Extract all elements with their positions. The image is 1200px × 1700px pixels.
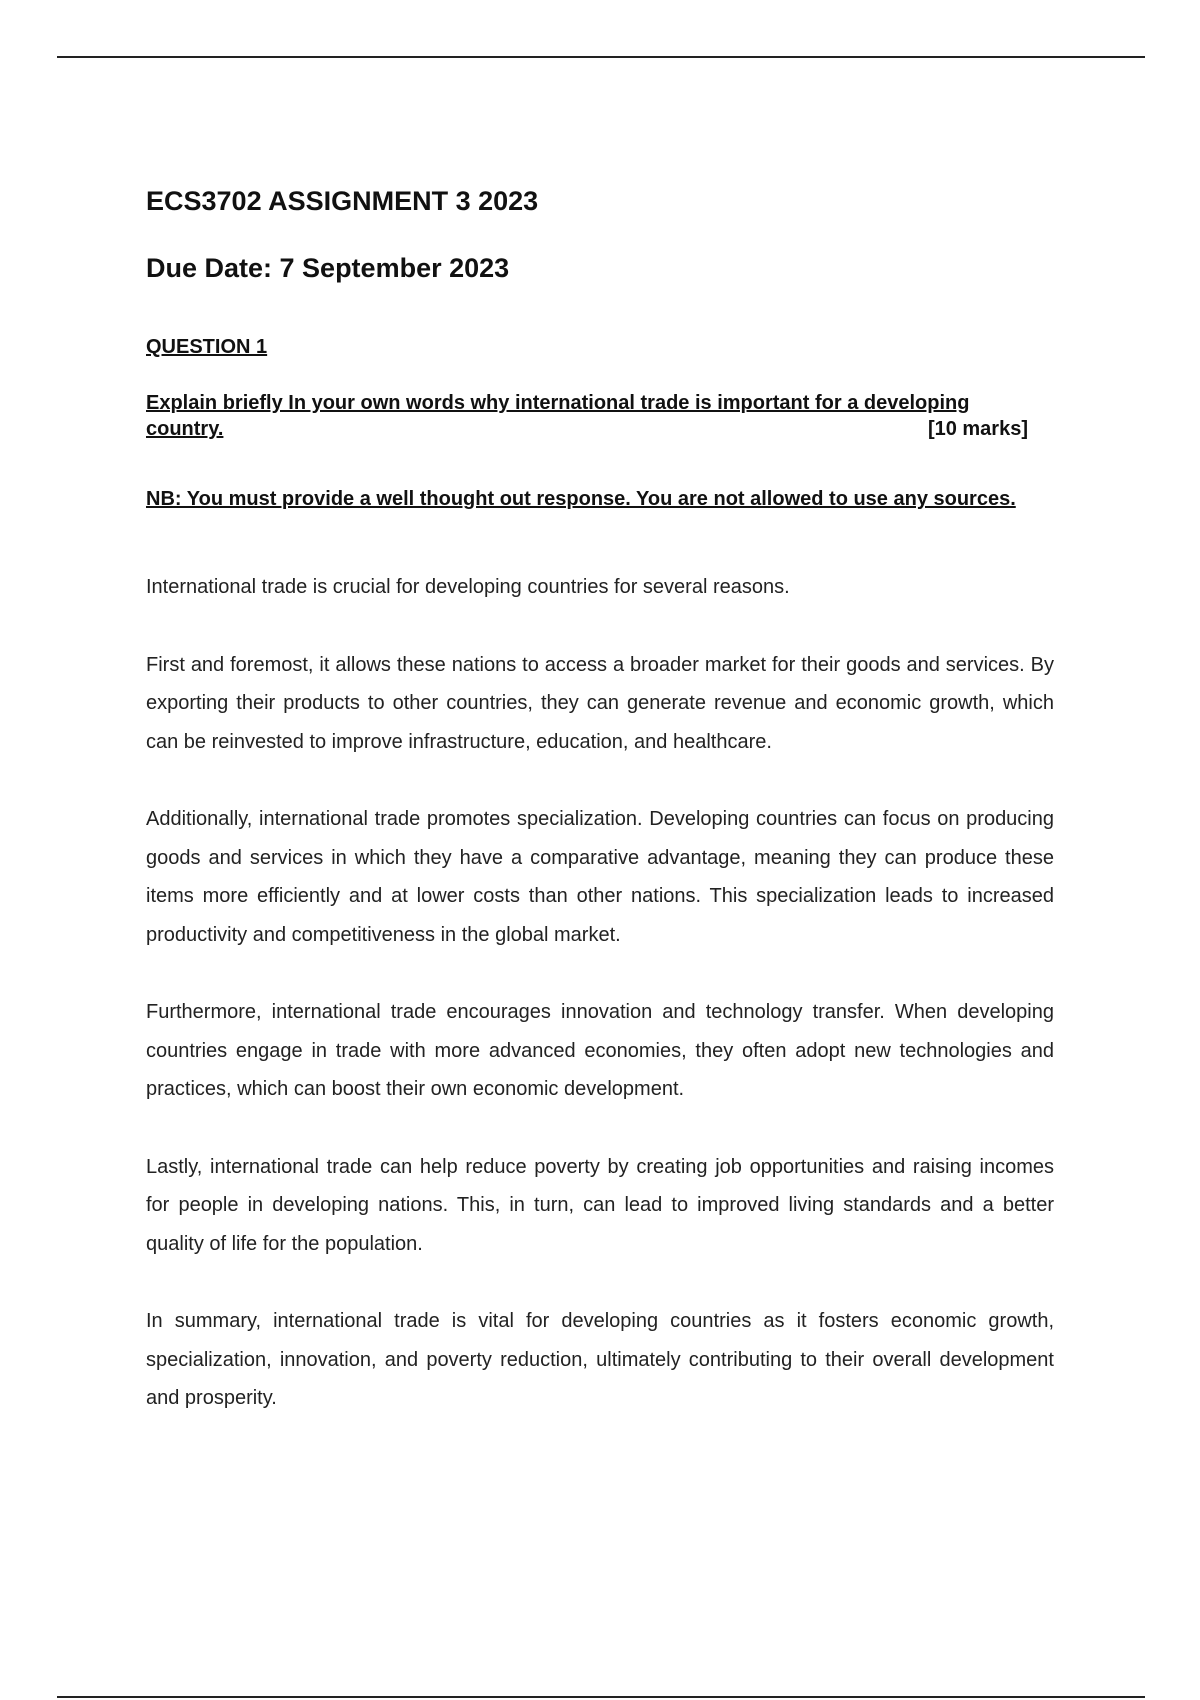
question-prompt-line1: Explain briefly In your own words why international trade is important for a developing bbox=[146, 392, 970, 414]
top-divider bbox=[57, 56, 1145, 58]
question-prompt-line2-row bbox=[146, 416, 1028, 442]
answer-paragraph-specialization: Additionally, international trade promotes specialization. Developing countries can focus on producing goods and services in which they have a comparative advantage, meaning they can produce these items more efficiently and at lower costs than other nations. This specialization leads to increased productivity and competitiveness in the global market. bbox=[146, 808, 1054, 946]
answer-paragraph-innovation: Furthermore, international trade encourages innovation and technology transfer. When developing countries engage in trade with more advanced economies, they often adopt new technologies and practices, which can boost their own economic development. bbox=[146, 1001, 1054, 1100]
answer-paragraph-market-access: First and foremost, it allows these nations to access a broader market for their goods and services. By exporting their products to other countries, they can generate revenue and economic growth, which can be reinvested to improve infrastructure, education, and healthcare. bbox=[146, 653, 1054, 753]
bottom-divider bbox=[57, 1696, 1145, 1698]
question-prompt-line2: country. bbox=[146, 418, 224, 440]
answer-paragraph-intro: International trade is crucial for developing countries for several reasons. bbox=[146, 576, 790, 598]
answer-paragraph-poverty: Lastly, international trade can help reduce poverty by creating job opportunities and raising incomes for people in developing nations. This, in turn, can lead to improved living standards and a better quality of life for the population. bbox=[146, 1155, 1054, 1255]
answer-section bbox=[146, 568, 1054, 1418]
document-title: ECS3702 ASSIGNMENT 3 2023 bbox=[146, 186, 539, 216]
due-date: Due Date: 7 September 2023 bbox=[146, 253, 510, 283]
question-prompt bbox=[146, 390, 1042, 442]
question-heading: QUESTION 1 bbox=[146, 336, 268, 358]
question-marks: [10 marks] bbox=[927, 418, 1028, 440]
document-body bbox=[146, 180, 1054, 1457]
answer-paragraph-summary: In summary, international trade is vital for developing countries as it fosters economic growth, specialization, innovation, and poverty reduction, ultimately contributing to their overall development and prosperity. bbox=[146, 1310, 1054, 1409]
question-note: NB: You must provide a well thought out response. You are not allowed to use any sources. bbox=[146, 488, 1016, 510]
